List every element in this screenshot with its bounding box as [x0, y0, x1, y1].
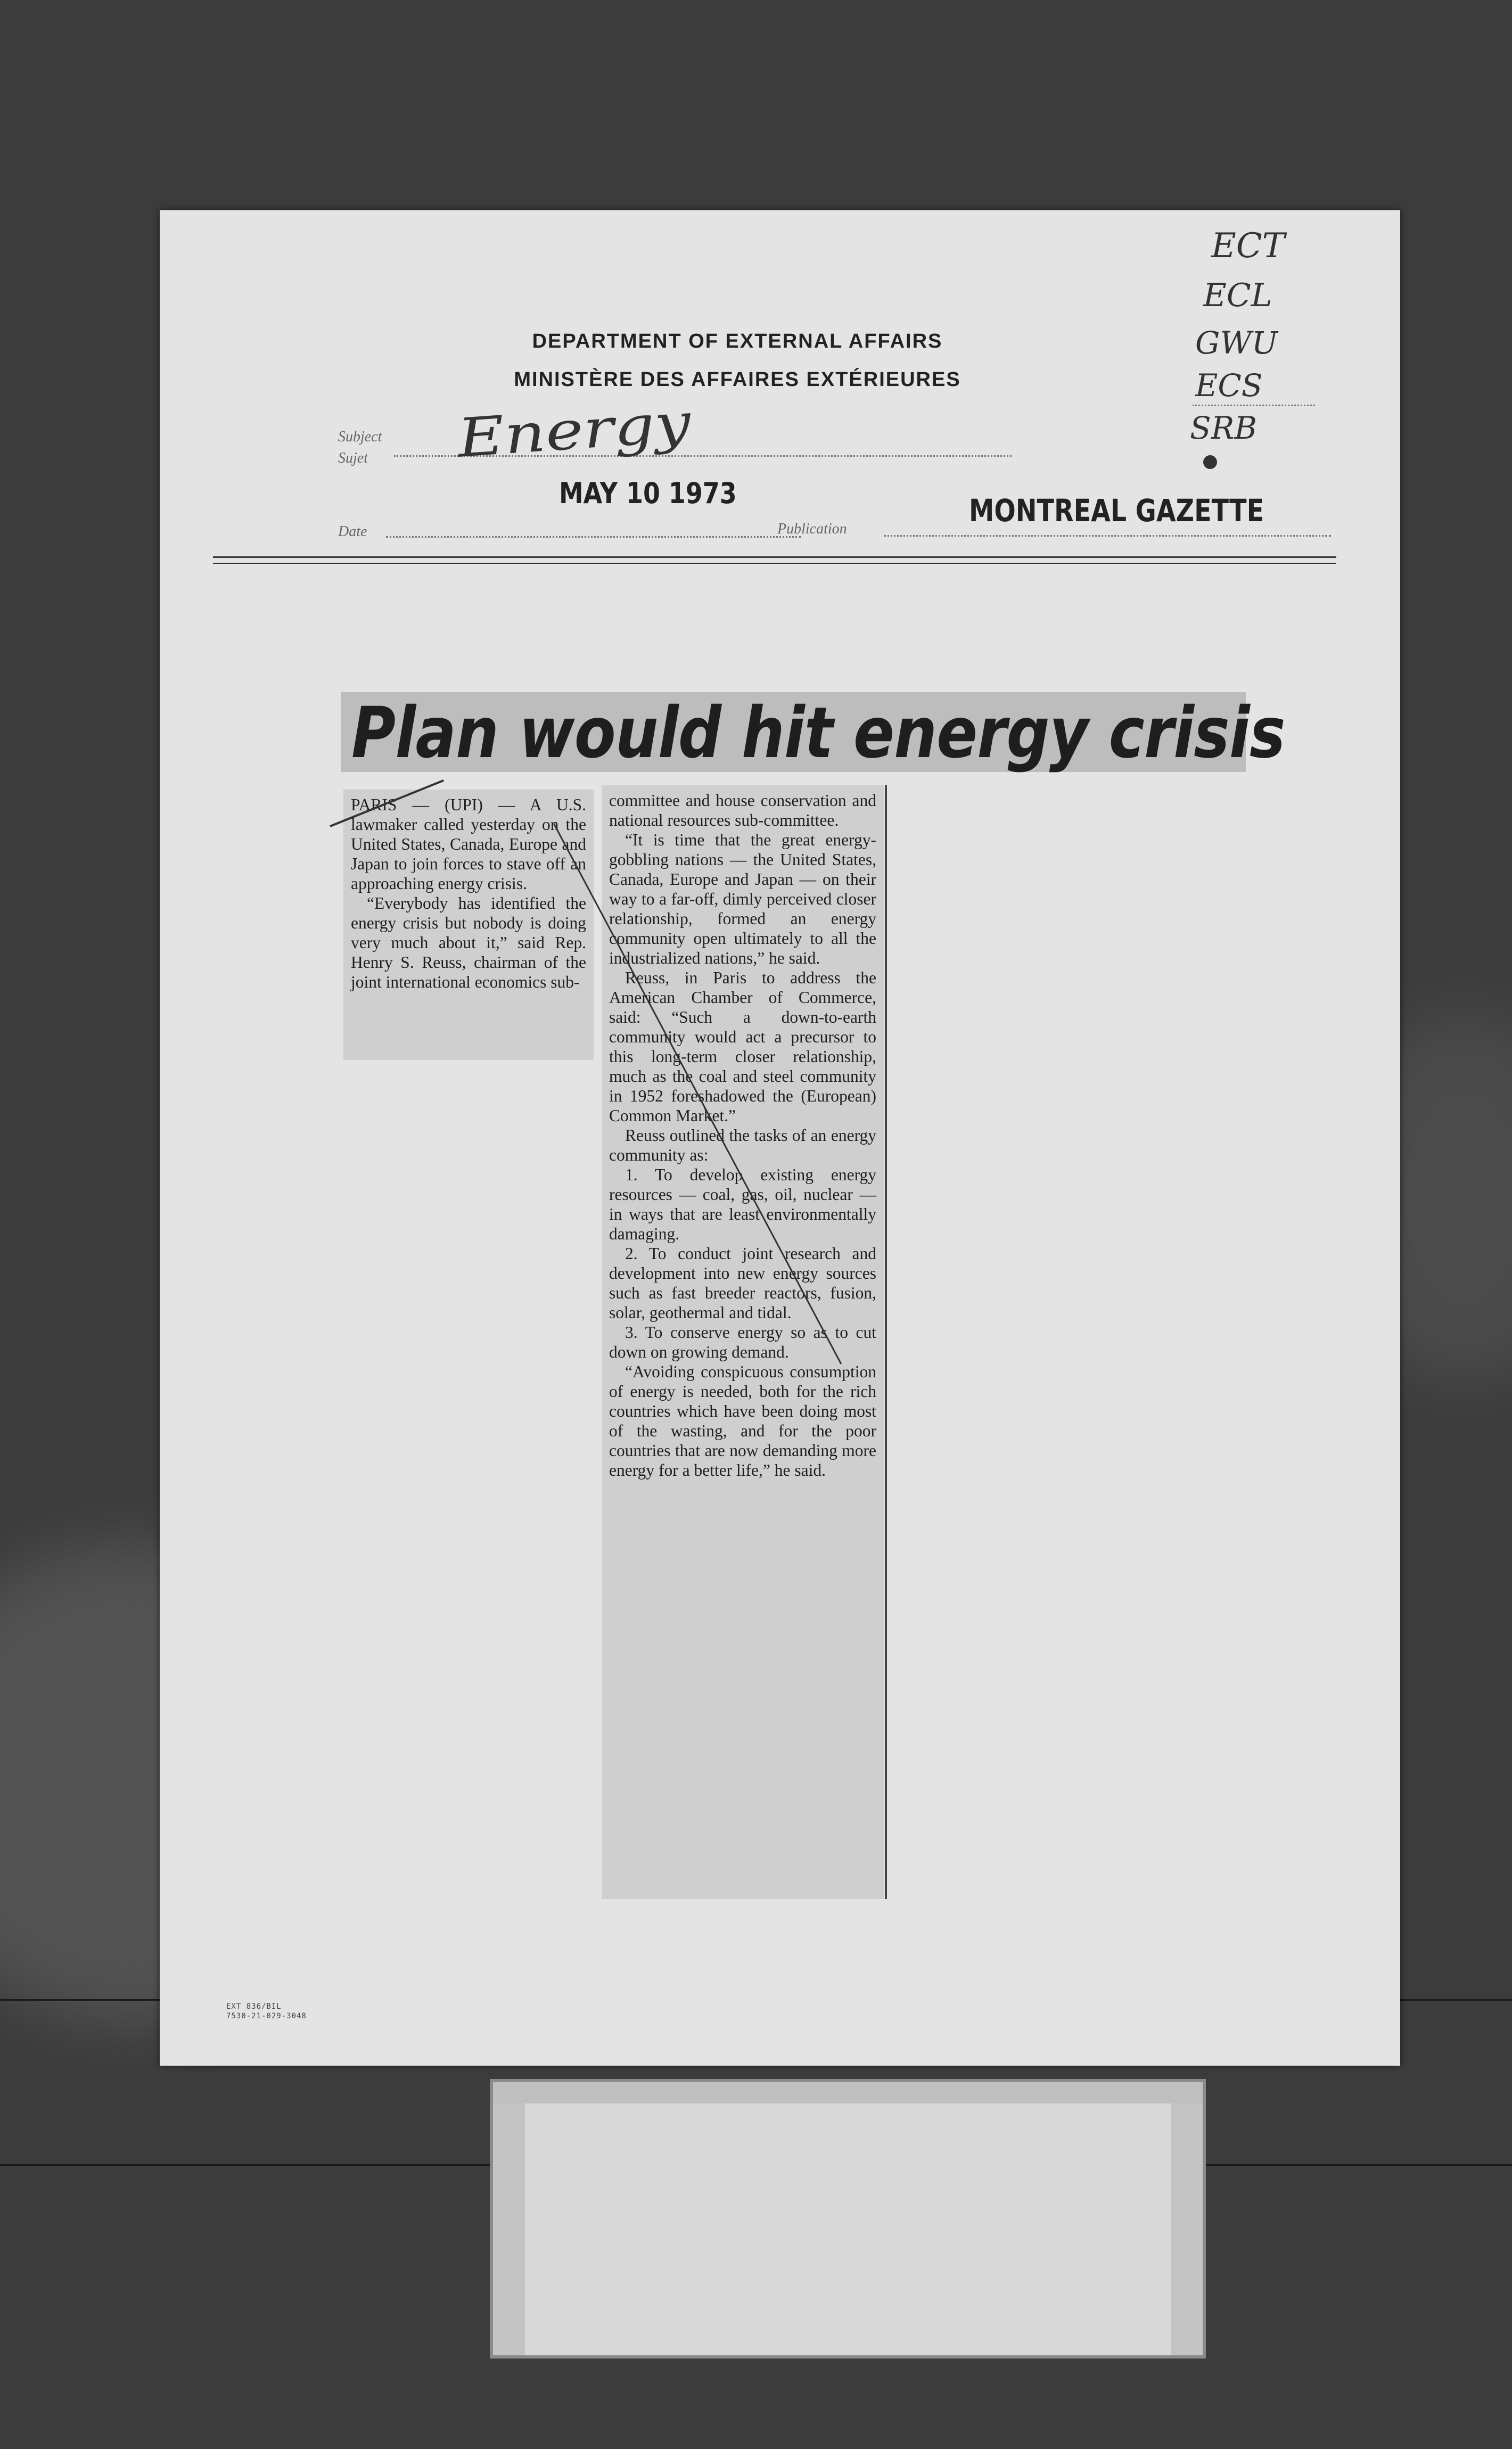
sujet-label: Sujet [338, 450, 368, 466]
form-number-line: EXT 836/BIL [226, 2002, 282, 2011]
form-number [226, 2002, 307, 2021]
envelope-side [1171, 2103, 1203, 2355]
article-column-2 [602, 785, 884, 1899]
date-stamp: MAY 10 1973 [559, 476, 737, 510]
article-paragraph: 3. To conserve energy so as to cut down on growing demand. [609, 1323, 876, 1361]
article-headline-box [341, 692, 1285, 774]
header-rule [213, 556, 1336, 558]
article-paragraph: “Everybody has identified the energy crisis but nobody is doing very much about it,” said Rep. Henry S. Reuss, chairman of the joint international economics sub- [351, 894, 586, 991]
article-headline: Plan would hit energy crisis [351, 692, 1285, 774]
subject-label: Subject [338, 429, 382, 445]
article-paragraph: “Avoiding conspicuous consumption of energy is needed, both for the rich countries which have been doing most of the wasting, and for the poor countries that are now demanding more energy for a better life,” he said. [609, 1362, 876, 1480]
routing-initial: ECL [1203, 277, 1272, 314]
envelope-flap [493, 2082, 1203, 2103]
publication-label: Publication [777, 521, 847, 537]
routing-initial: SRB [1190, 410, 1258, 446]
article-paragraph: Reuss outlined the tasks of an energy community as: [609, 1126, 876, 1164]
routing-dotted-line [1193, 405, 1315, 406]
ink-dot [1203, 455, 1217, 469]
article-paragraph: 1. To develop existing energy resources — coal, gas, oil, nuclear — in ways that are least environmentally damaging. [609, 1165, 876, 1243]
department-name-english: DEPARTMENT OF EXTERNAL AFFAIRS [532, 330, 943, 352]
department-name-french: MINISTÈRE DES AFFAIRES EXTÉRIEURES [514, 368, 961, 391]
article-paragraph: committee and house conservation and national resources sub-committee. [609, 791, 876, 829]
header-rule [213, 563, 1336, 564]
form-number-line: 7530-21-029-3048 [226, 2012, 307, 2020]
clipping-form-sheet [160, 210, 1400, 2066]
subject-handwritten: Energy [455, 391, 693, 470]
routing-initial: ECT [1211, 226, 1285, 266]
date-dotted-line [386, 536, 801, 538]
article-paragraph: “It is time that the great energy-gobbling nations — the United States, Canada, Europe and Japan — on their way to a far-off, dimly perceived closer relationship, formed an energy community open ultimately to all the industrialized nations,” he said. [609, 831, 876, 967]
publication-stamp: MONTREAL GAZETTE [969, 492, 1264, 529]
envelope-side [493, 2103, 525, 2355]
article-paragraph: PARIS — (UPI) — A U.S. lawmaker called yesterday on the United States, Canada, Europe and Japan to join forces to stave off an approaching energy crisis. [351, 795, 586, 893]
article-paragraph: 2. To conduct joint research and development into new energy sources such as fast breeder reactors, fusion, solar, geothermal and tidal. [609, 1244, 876, 1322]
date-label: Date [338, 523, 367, 540]
publication-dotted-line [884, 535, 1331, 537]
routing-initial: ECS [1195, 367, 1263, 404]
envelope [490, 2079, 1206, 2358]
article-paragraph: Reuss, in Paris to address the American Chamber of Commerce, said: “Such a down-to-earth community would act a precursor to this long-term closer relationship, much as the coal and steel community in 1952 foreshadowed the (European) Common Market.” [609, 968, 876, 1125]
routing-initial: GWU [1195, 325, 1278, 361]
